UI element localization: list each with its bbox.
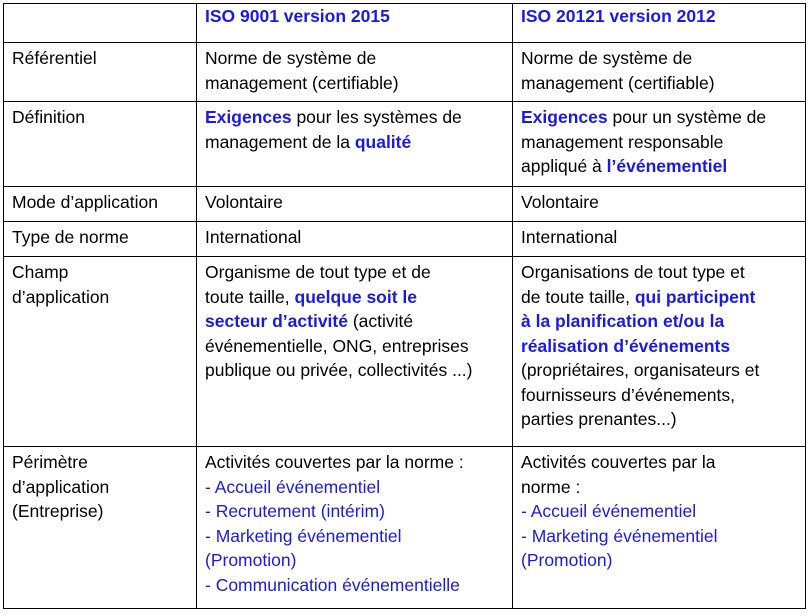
keyword-exigences: Exigences: [521, 107, 608, 127]
list-item: - Communication événementielle: [205, 574, 460, 595]
iso9001-champ: Organisme de tout type et de toute taille, quelque soit le secteur d’activité (activité événementielle, ONG, entreprises publique ou privée, collectivités ...): [197, 257, 513, 447]
list-item: - Recrutement (intérim): [205, 501, 385, 521]
list-item: - Marketing événementiel: [521, 525, 718, 546]
row-type: [4, 222, 806, 257]
header-iso20121: ISO 20121 version 2012: [513, 4, 806, 43]
keyword-qualite: qualité: [354, 131, 412, 152]
iso9001-definition: Exigences pour les systèmes de management de la qualité: [197, 102, 513, 187]
iso20121-type: International: [513, 222, 806, 257]
row-mode: [4, 187, 806, 222]
label-mode: Mode d’application: [4, 187, 197, 222]
row-champ: [4, 257, 806, 447]
list-item: (Promotion): [521, 550, 613, 570]
iso20121-perimetre: Activités couvertes par la norme : - Accueil événementiel - Marketing événementiel (Promotion): [513, 447, 806, 609]
iso20121-champ: Organisations de tout type et de toute taille, qui participent à la planification et/ou la réalisation d’événements (propriétaires, organisateurs et fournisseurs d’événements, parties prenantes...): [513, 257, 806, 447]
header-empty-cell: [4, 4, 197, 43]
label-referentiel: Référentiel: [4, 43, 197, 102]
iso20121-mode: Volontaire: [513, 187, 806, 222]
row-perimetre: [4, 447, 806, 609]
list-item: - Accueil événementiel: [521, 501, 697, 521]
iso20121-referentiel: Norme de système de management (certifiable): [513, 43, 806, 102]
iso9001-referentiel: Norme de système de management (certifiable): [197, 43, 513, 102]
label-champ: Champ d’application: [4, 257, 197, 447]
row-definition: [4, 102, 806, 187]
iso9001-type: International: [197, 222, 513, 257]
list-item: (Promotion): [205, 550, 297, 570]
iso9001-perimetre: Activités couvertes par la norme : - Accueil événementiel - Recrutement (intérim) - Marketing événementiel (Promotion) - Communication événementielle: [197, 447, 513, 609]
label-definition: Définition: [4, 102, 197, 187]
keyword-exigences: Exigences: [205, 107, 292, 127]
row-referentiel: [4, 43, 806, 102]
label-type: Type de norme: [4, 222, 197, 257]
list-item: - Marketing événementiel: [205, 525, 402, 546]
iso20121-definition: Exigences pour un système de management responsable appliqué à l’événementiel: [513, 102, 806, 187]
keyword-evenementiel: l’événementiel: [606, 156, 728, 176]
list-item: - Accueil événementiel: [205, 476, 381, 497]
comparison-table: [3, 3, 806, 609]
iso9001-mode: Volontaire: [197, 187, 513, 222]
header-iso9001: ISO 9001 version 2015: [197, 4, 513, 43]
header-row: [4, 4, 806, 43]
label-perimetre: Périmètre d’application (Entreprise): [4, 447, 197, 609]
